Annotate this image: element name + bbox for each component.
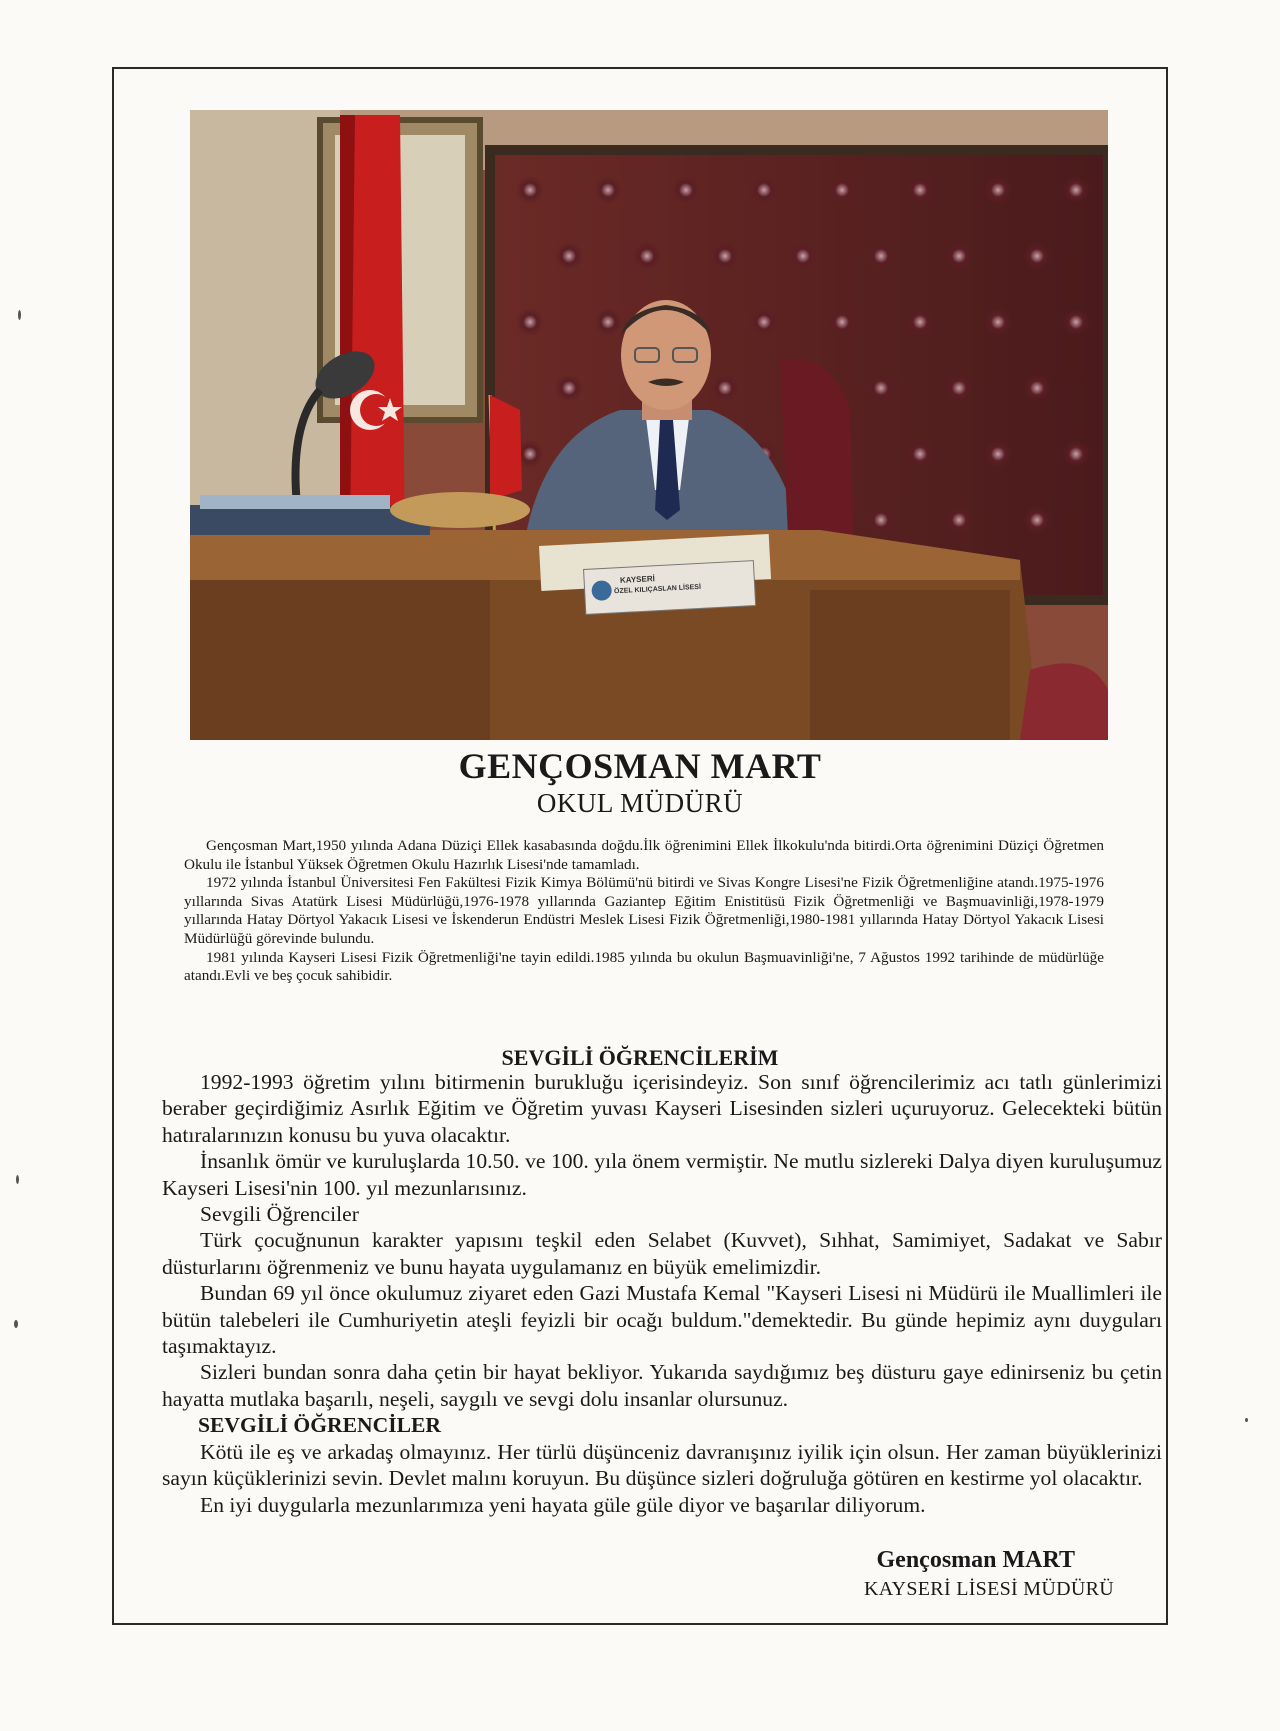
letter-paragraph: 1992-1993 öğretim yılını bitirmenin burukluğu içerisindeyiz. Son sınıf öğrencilerimiz acı tatlı günlerimizi beraber geçirdiğimiz Asırlık Eğitim ve Öğretim yuvası Kayseri Lisesinden sizleri uçuruyoruz. Gelecekteki bütün hatıralarınızın konusu bu yuva olacaktır. <box>162 1070 1162 1147</box>
signature-role: KAYSERİ LİSESİ MÜDÜRÜ <box>863 1578 1114 1600</box>
letter-subheading: SEVGİLİ ÖĞRENCİLER <box>198 1413 441 1438</box>
scan-speck <box>18 310 21 320</box>
letter-paragraph: Sizleri bundan sonra daha çetin bir hayat bekliyor. Yukarıda saydığımız beş düsturu gaye edinirseniz bu çetin hayatta mutlaka başarılı, neşeli, saygılı ve sevgi dolu insanlar olursunuz. <box>162 1360 1162 1411</box>
nameplate-line1: KAYSERİ <box>619 574 656 585</box>
letter-paragraph: Bundan 69 yıl önce okulumuz ziyaret eden Gazi Mustafa Kemal "Kayseri Lisesi ni Müdürü ile Muallimleri ile bütün talebeleri ile Cumhuriyetin ateşli feyizli bir ocağı buldum."demektedir. Bu günde hepimiz aynı duyguları taşımaktayız. <box>162 1281 1162 1359</box>
biography <box>184 837 1104 986</box>
letter-paragraph: En iyi duygularla mezunlarımıza yeni hayata güle güle diyor ve başarılar diliyorum. <box>200 1492 926 1517</box>
bio-paragraph: Gençosman Mart,1950 yılında Adana Düziçi Ellek kasabasında doğdu.İlk öğrenimini Ellek İlkokulu'nda bitirdi.Orta öğrenimini Düziçi Öğretmen Okulu ile İstanbul Yüksek Öğretmen Okulu Hazırlık Lisesi'nde tamamladı. <box>184 837 1104 873</box>
letter-paragraph: İnsanlık ömür ve kuruluşlarda 10.50. ve 100. yıla önem vermiştir. Ne mutlu sizlereki Dalya diyen kuruluşumuz Kayseri Lisesi'nin 100. yıl mezunlarısınız. <box>162 1149 1162 1200</box>
bio-paragraph: 1981 yılında Kayseri Lisesi Fizik Öğretmenliği'ne tayin edildi.1985 yılında bu okulun Başmuavinliği'ne, 7 Ağustos 1992 tarihinde de müdürlüğe atandı.Evli ve beş çocuk sahibidir. <box>184 948 1104 985</box>
scan-speck <box>1245 1418 1248 1422</box>
letter-heading: SEVGİLİ ÖĞRENCİLERİM <box>501 1045 779 1070</box>
letter-paragraph: Türk çocuğnunun karakter yapısını teşkil eden Selabet (Kuvvet), Sıhhat, Samimiyet, Sadakat ve Sabır düsturlarını öğrenmeniz ve bunu hayata uygulamanız en büyük emelimizdir. <box>162 1228 1162 1279</box>
nameplate-line2: ÖZEL KILIÇASLAN LİSESİ <box>613 583 702 596</box>
principal-photo <box>190 110 1108 740</box>
scan-speck <box>14 1320 18 1328</box>
letter-paragraph: Sevgili Öğrenciler <box>200 1202 359 1227</box>
principal-role-heading: OKUL MÜDÜRÜ <box>536 788 744 818</box>
signature-name: Gençosman MART <box>876 1547 1075 1573</box>
scan-speck <box>16 1175 19 1184</box>
bio-paragraph: 1972 yılında İstanbul Üniversitesi Fen Fakültesi Fizik Kimya Bölümü'nü bitirdi ve Sivas Kongre Lisesi'ne Fizik Öğretmenliğine atandı.1975-1976 yıllarında Sivas Atatürk Lisesi Müdürlüğü,1976-1978 yıllarında Gaziantep Eğitim Enistitüsü Fizik Öğretmenliği ve Başmuavinliği,1978-1979 yıllarında Hatay Dörtyol Yakacık Lisesi ve İskenderun Endüstri Meslek Lisesi Fizik Öğretmenliği,1980-1981 yıllarında Hatay Dörtyol Yakacık Lisesi Müdürlüğü görevinde bulundu. <box>184 874 1104 947</box>
principal-name-heading: GENÇOSMAN MART <box>458 746 822 786</box>
letter-paragraph: Kötü ile eş ve arkadaş olmayınız. Her türlü düşünceniz davranışınız iyilik için olsun. Her zaman büyüklerinizi sayın küçüklerinizi sevin. Devlet malını koruyun. Bu düşünce sizleri doğruluğa götüren en kestirme yol olacaktır. <box>162 1439 1162 1491</box>
letter-body <box>162 1069 1162 1518</box>
